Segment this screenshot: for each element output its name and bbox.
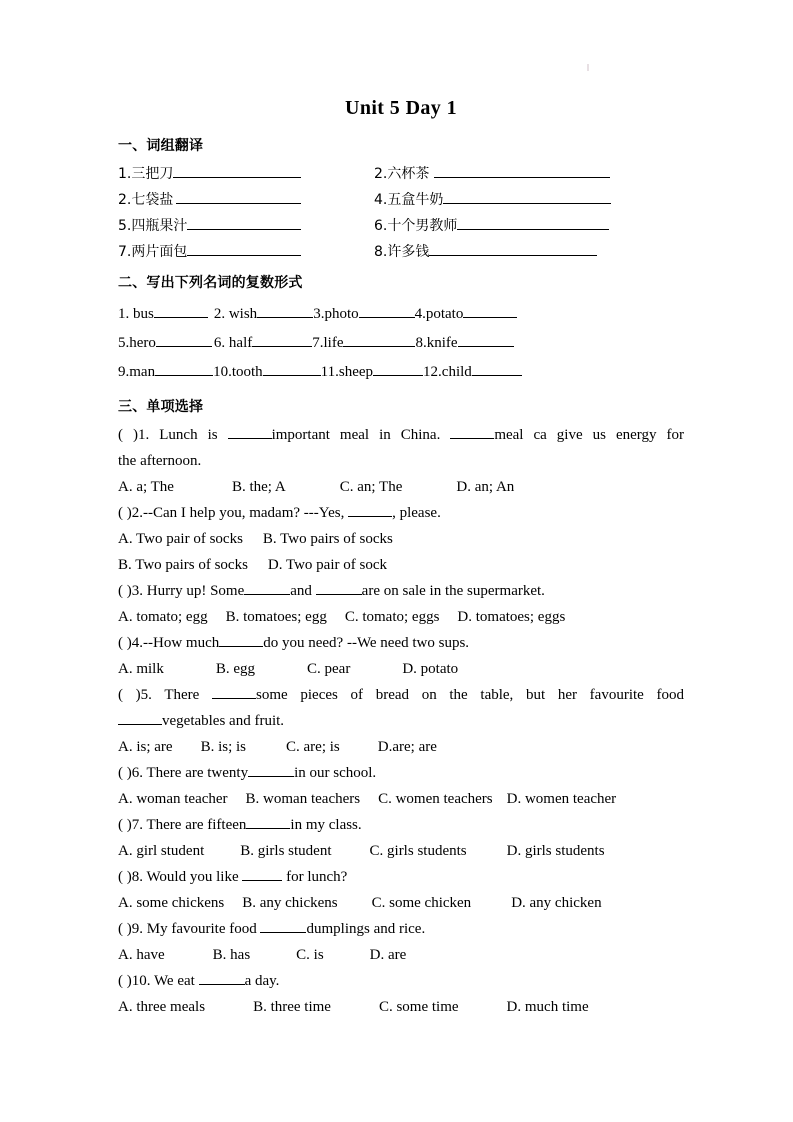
stem-text: --How much — [143, 635, 220, 651]
answer-bracket[interactable]: ( )9. — [118, 921, 143, 937]
item-word: photo — [324, 306, 359, 322]
stem-text: are on sale in the supermarket. — [361, 583, 545, 599]
option-a[interactable]: A. woman teacher — [118, 791, 228, 807]
option-row — [118, 656, 684, 682]
option-row — [118, 526, 684, 552]
answer-bracket[interactable]: ( )3. — [118, 583, 143, 599]
stem-text: --Can I help you, madam? ---Yes, — [143, 505, 349, 521]
item-number: 6. — [213, 335, 226, 351]
option-c[interactable]: C. some time — [378, 999, 459, 1015]
table-row — [118, 213, 684, 239]
table-row — [118, 161, 684, 187]
answer-blank[interactable] — [343, 332, 415, 347]
question-stem-wrap — [118, 708, 684, 734]
item-number: 2. — [374, 166, 388, 182]
answer-bracket[interactable]: ( )10. — [118, 973, 151, 989]
answer-blank[interactable] — [443, 188, 611, 204]
section-3-heading: 三、单项选择 — [118, 399, 204, 415]
option-a[interactable]: A. some chickens — [118, 895, 225, 911]
answer-blank[interactable] — [434, 162, 610, 178]
option-c[interactable]: C. some chicken — [371, 895, 472, 911]
stem-text: in my class. — [290, 817, 362, 833]
item-word: life — [323, 335, 344, 351]
option-a[interactable]: A. girl student — [118, 843, 205, 859]
option-a[interactable]: A. have — [118, 947, 165, 963]
item-text: 六杯茶 — [387, 166, 430, 182]
option-a[interactable]: A. a; The — [118, 479, 174, 495]
plural-row — [118, 358, 684, 387]
answer-bracket[interactable]: ( )4. — [118, 635, 143, 651]
item-number: 8. — [415, 335, 427, 351]
option-d[interactable]: D. much time — [506, 999, 589, 1015]
option-d[interactable]: D. tomatoes; eggs — [457, 609, 566, 625]
item-number: 10. — [213, 364, 232, 380]
item-word: tooth — [231, 364, 263, 380]
item-text: 五盒牛奶 — [387, 192, 444, 208]
phrase-cell-left — [118, 239, 374, 265]
item-word: bus — [129, 306, 154, 322]
answer-blank[interactable] — [316, 580, 362, 595]
option-b[interactable]: B. has — [212, 947, 251, 963]
answer-blank[interactable] — [212, 684, 256, 699]
table-row — [118, 187, 684, 213]
answer-blank[interactable] — [187, 214, 301, 230]
item-number: 7. — [118, 244, 132, 260]
stem-text: do you need? --We need two sups. — [263, 635, 470, 651]
phrase-cell-left — [118, 161, 374, 187]
answer-bracket[interactable]: ( )6. — [118, 765, 143, 781]
option-a[interactable]: A. is; are — [118, 739, 173, 755]
answer-blank[interactable] — [199, 970, 245, 985]
question-stem — [118, 916, 684, 942]
stem-text: vegetables and fruit. — [162, 713, 285, 729]
item-text: 十个男教师 — [387, 218, 458, 234]
option-b[interactable]: B. woman teachers — [245, 791, 361, 807]
stem-text: important meal in China. — [271, 427, 451, 443]
option-b-dup[interactable]: B. Two pairs of socks — [118, 557, 248, 573]
item-number: 2. — [213, 306, 226, 322]
answer-blank[interactable] — [458, 332, 514, 347]
option-a[interactable]: A. milk — [118, 661, 164, 677]
answer-blank[interactable] — [118, 710, 162, 725]
item-number: 5. — [118, 218, 132, 234]
answer-blank[interactable] — [176, 188, 301, 204]
stem-text: for lunch? — [282, 869, 348, 885]
section-1-heading: 一、词组翻译 — [118, 138, 204, 154]
phrase-cell-left — [118, 187, 374, 213]
option-b[interactable]: B. three time — [253, 999, 331, 1015]
answer-blank[interactable] — [173, 162, 301, 178]
item-text: 四瓶果汁 — [131, 218, 188, 234]
answer-bracket[interactable]: ( )7. — [118, 817, 143, 833]
answer-blank[interactable] — [156, 332, 212, 347]
item-number: 7. — [312, 335, 324, 351]
phrase-cell-right — [374, 161, 684, 187]
item-word: man — [129, 364, 156, 380]
question-stem — [118, 500, 684, 526]
answer-blank[interactable] — [187, 240, 301, 256]
phrase-cell-left — [118, 213, 374, 239]
item-word: knife — [426, 335, 458, 351]
option-b[interactable]: B. any chickens — [242, 895, 338, 911]
item-word: child — [441, 364, 472, 380]
section-2-heading: 二、写出下列名词的复数形式 — [118, 275, 303, 291]
document-body — [118, 96, 684, 1020]
item-text: 许多钱 — [387, 244, 430, 260]
stem-text: There are fifteen — [143, 817, 247, 833]
option-c[interactable]: C. is — [296, 947, 324, 963]
option-row — [118, 890, 684, 916]
answer-blank[interactable] — [429, 240, 597, 256]
page-title: Unit 5 Day 1 — [344, 97, 458, 119]
answer-blank[interactable] — [252, 332, 312, 347]
option-b[interactable]: B. girls student — [240, 843, 332, 859]
option-d[interactable]: D. Two pair of sock — [267, 557, 387, 573]
stem-text: dumplings and rice. — [306, 921, 426, 937]
question-stem — [118, 422, 684, 448]
answer-blank[interactable] — [359, 303, 415, 318]
option-a[interactable]: A. tomato; egg — [118, 609, 208, 625]
answer-blank[interactable] — [155, 361, 213, 376]
stem-text: We eat — [150, 973, 199, 989]
scan-artifact-speck — [587, 64, 589, 71]
option-row — [118, 604, 684, 630]
answer-blank[interactable] — [246, 814, 290, 829]
stem-text: Lunch is — [149, 427, 228, 443]
item-number: 2. — [118, 192, 132, 208]
item-word: hero — [129, 335, 156, 351]
phrase-cell-right — [374, 187, 684, 213]
item-word: wish — [225, 306, 258, 322]
stem-text: some pieces of bread on the table, but her favourite food — [256, 687, 684, 703]
item-text: 两片面包 — [131, 244, 188, 260]
stem-text: meal ca give us energy for — [494, 427, 684, 443]
phrase-cell-right — [374, 239, 684, 265]
option-row — [118, 552, 684, 578]
question-stem — [118, 812, 684, 838]
option-d[interactable]: D.are; are — [377, 739, 437, 755]
item-number: 12. — [423, 364, 442, 380]
option-d[interactable]: D. any chicken — [511, 895, 602, 911]
option-d[interactable]: D. girls students — [506, 843, 605, 859]
item-number: 1. — [118, 166, 132, 182]
answer-blank[interactable] — [242, 866, 282, 881]
item-number: 3. — [313, 306, 325, 322]
item-number: 4. — [414, 306, 426, 322]
option-c[interactable]: C. tomato; eggs — [344, 609, 440, 625]
option-b[interactable]: B. egg — [215, 661, 256, 677]
option-d[interactable]: D. an; An — [456, 479, 515, 495]
answer-bracket[interactable]: ( )8. — [118, 869, 143, 885]
stem-text: Hurry up! Some — [143, 583, 245, 599]
item-text: 七袋盐 — [131, 192, 174, 208]
answer-blank[interactable] — [248, 762, 294, 777]
answer-blank[interactable] — [450, 424, 494, 439]
stem-text: and — [290, 583, 316, 599]
question-stem — [118, 682, 684, 708]
item-number: 9. — [118, 364, 130, 380]
item-number: 6. — [374, 218, 388, 234]
item-number: 11. — [320, 364, 339, 380]
answer-bracket[interactable]: ( )5. — [118, 687, 152, 703]
option-a[interactable]: A. Two pair of socks — [118, 531, 243, 547]
question-stem — [118, 864, 684, 890]
answer-blank[interactable] — [260, 918, 306, 933]
answer-blank[interactable] — [219, 632, 263, 647]
item-word: sheep — [338, 364, 374, 380]
answer-bracket[interactable]: ( )1. — [118, 427, 150, 443]
question-stem — [118, 760, 684, 786]
answer-blank[interactable] — [228, 424, 272, 439]
stem-text: My favourite food — [143, 921, 261, 937]
plural-row — [118, 329, 684, 358]
answer-blank[interactable] — [457, 214, 609, 230]
plural-row — [118, 300, 684, 329]
option-row — [118, 734, 684, 760]
question-stem — [118, 578, 684, 604]
option-c[interactable]: C. girls students — [369, 843, 467, 859]
item-number: 4. — [374, 192, 388, 208]
item-number: 5. — [118, 335, 130, 351]
phrase-translation-table — [118, 161, 684, 265]
stem-text: , please. — [392, 505, 441, 521]
option-c[interactable]: C. are; is — [286, 739, 340, 755]
question-stem — [118, 968, 684, 994]
option-c[interactable]: C. an; The — [339, 479, 403, 495]
answer-blank[interactable] — [257, 303, 313, 318]
stem-text: in our school. — [294, 765, 377, 781]
option-b[interactable]: B. is; is — [200, 739, 247, 755]
table-row — [118, 239, 684, 265]
question-stem — [118, 630, 684, 656]
option-row — [118, 838, 684, 864]
answer-blank[interactable] — [154, 303, 208, 318]
phrase-cell-right — [374, 213, 684, 239]
item-word: potato — [425, 306, 464, 322]
option-row — [118, 942, 684, 968]
option-d[interactable]: D. are — [369, 947, 407, 963]
option-row — [118, 994, 684, 1020]
answer-blank[interactable] — [263, 361, 321, 376]
item-number: 8. — [374, 244, 388, 260]
option-c[interactable]: C. pear — [307, 661, 351, 677]
stem-text: Would you like — [143, 869, 243, 885]
answer-blank[interactable] — [348, 502, 392, 517]
option-row — [118, 786, 684, 812]
answer-blank[interactable] — [463, 303, 517, 318]
answer-blank[interactable] — [244, 580, 290, 595]
option-d[interactable]: D. women teacher — [506, 791, 617, 807]
option-b[interactable]: B. the; A — [231, 479, 286, 495]
multiple-choice-list — [118, 422, 684, 1020]
option-a[interactable]: A. three meals — [118, 999, 206, 1015]
option-d[interactable]: D. potato — [402, 661, 459, 677]
item-text: 三把刀 — [131, 166, 174, 182]
stem-text: There — [151, 687, 213, 703]
stem-text: There are twenty — [143, 765, 249, 781]
answer-blank[interactable] — [373, 361, 423, 376]
option-b[interactable]: B. tomatoes; egg — [225, 609, 327, 625]
item-word: half — [225, 335, 253, 351]
stem-text: a day. — [244, 973, 280, 989]
answer-bracket[interactable]: ( )2. — [118, 505, 143, 521]
answer-blank[interactable] — [472, 361, 522, 376]
option-row — [118, 474, 684, 500]
option-b[interactable]: B. Two pairs of socks — [262, 531, 393, 547]
item-number: 1. — [118, 306, 130, 322]
option-c[interactable]: C. women teachers — [378, 791, 493, 807]
question-stem-wrap: the afternoon. — [118, 453, 202, 469]
